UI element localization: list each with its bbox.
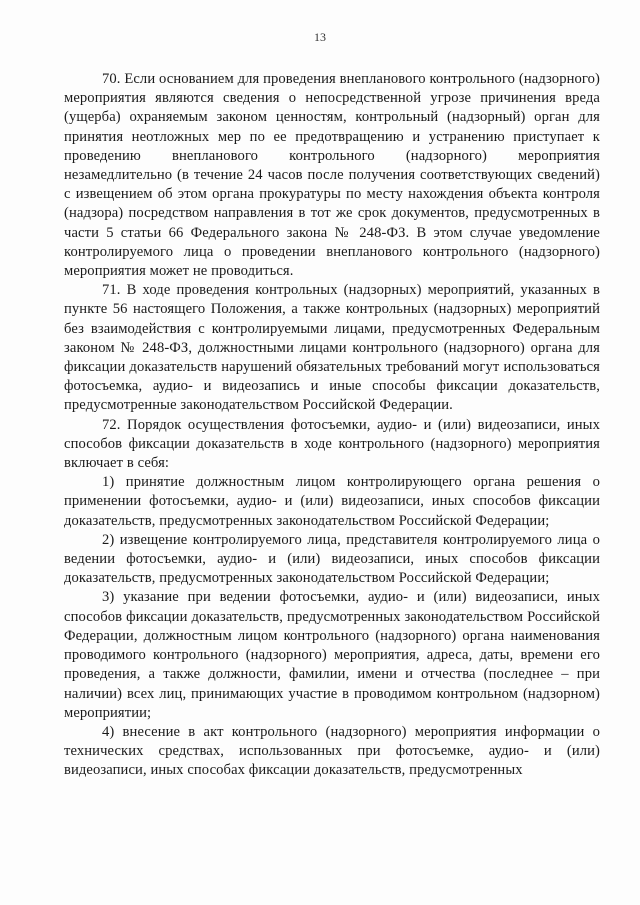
paragraph-70: 70. Если основанием для проведения внепланового контрольного (надзорного) мероприятия являются сведения о непосредственной угрозе причинения вреда (ущерба) охраняемым законом ценностям, контрольный (надзорный) орган для принятия неотложных мер по ее предотвращению и устранению приступает к проведению внепланового контрольного (надзорного) мероприятия незамедлительно (в течение 24 часов после получения соответствующих сведений) с извещением об этом органа прокуратуры по месту нахождения объекта контроля (надзора) посредством направления в тот же срок документов, предусмотренных в части 5 статьи 66 Федерального закона № 248-ФЗ. В этом случае уведомление контролируемого лица о проведении внепланового контрольного (надзорного) мероприятия может не проводиться. — [64, 71, 600, 280]
list-item-3: 3) указание при ведении фотосъемки, аудио- и (или) видеозаписи, иных способов фиксации доказательств, предусмотренных законодательством Российской Федерации, должностным лицом контрольного (надзорного) органа наименования проводимого контрольного (надзорного) мероприятия, адреса, даты, времени его проведения, а также должности, фамилии, имени и отчества (последнее – при наличии) всех лиц, принимающих участие в проводимом контрольном (надзорном) мероприятии; — [64, 589, 600, 721]
paragraph-71: 71. В ходе проведения контрольных (надзорных) мероприятий, указанных в пункте 56 настоящего Положения, а также контрольных (надзорных) мероприятий без взаимодействия с контролируемыми лицами, предусмотренных Федеральным законом № 248-ФЗ, должностными лицами контрольного (надзорного) органа для фиксации доказательств нарушений обязательных требований могут использоваться фотосъемка, аудио- и видеозапись и иные способы фиксации доказательств, предусмотренные законодательством Российской Федерации. — [64, 282, 600, 414]
list-item-4: 4) внесение в акт контрольного (надзорного) мероприятия информации о технических средствах, использованных при фотосъемке, аудио- и (или) видеозаписи, иных способах фиксации доказательств, предусмотренных — [64, 723, 600, 779]
paragraph-72: 72. Порядок осуществления фотосъемки, аудио- и (или) видеозаписи, иных способов фиксации доказательств в ходе контрольного (надзорного) мероприятия включает в себя: — [64, 416, 600, 472]
page-number: 13 — [314, 30, 326, 44]
list-item-2: 2) извещение контролируемого лица, представителя контролируемого лица о ведении фотосъемки, аудио- и (или) видеозаписи, иных способов фиксации доказательств, предусмотренных законодательством Российской Федерации; — [64, 531, 600, 587]
list-item-1: 1) принятие должностным лицом контролирующего органа решения о применении фотосъемки, аудио- и (или) видеозаписи, иных способов фиксации доказательств, предусмотренных законодательством Российской Федерации; — [64, 474, 600, 529]
document-body — [64, 70, 600, 781]
